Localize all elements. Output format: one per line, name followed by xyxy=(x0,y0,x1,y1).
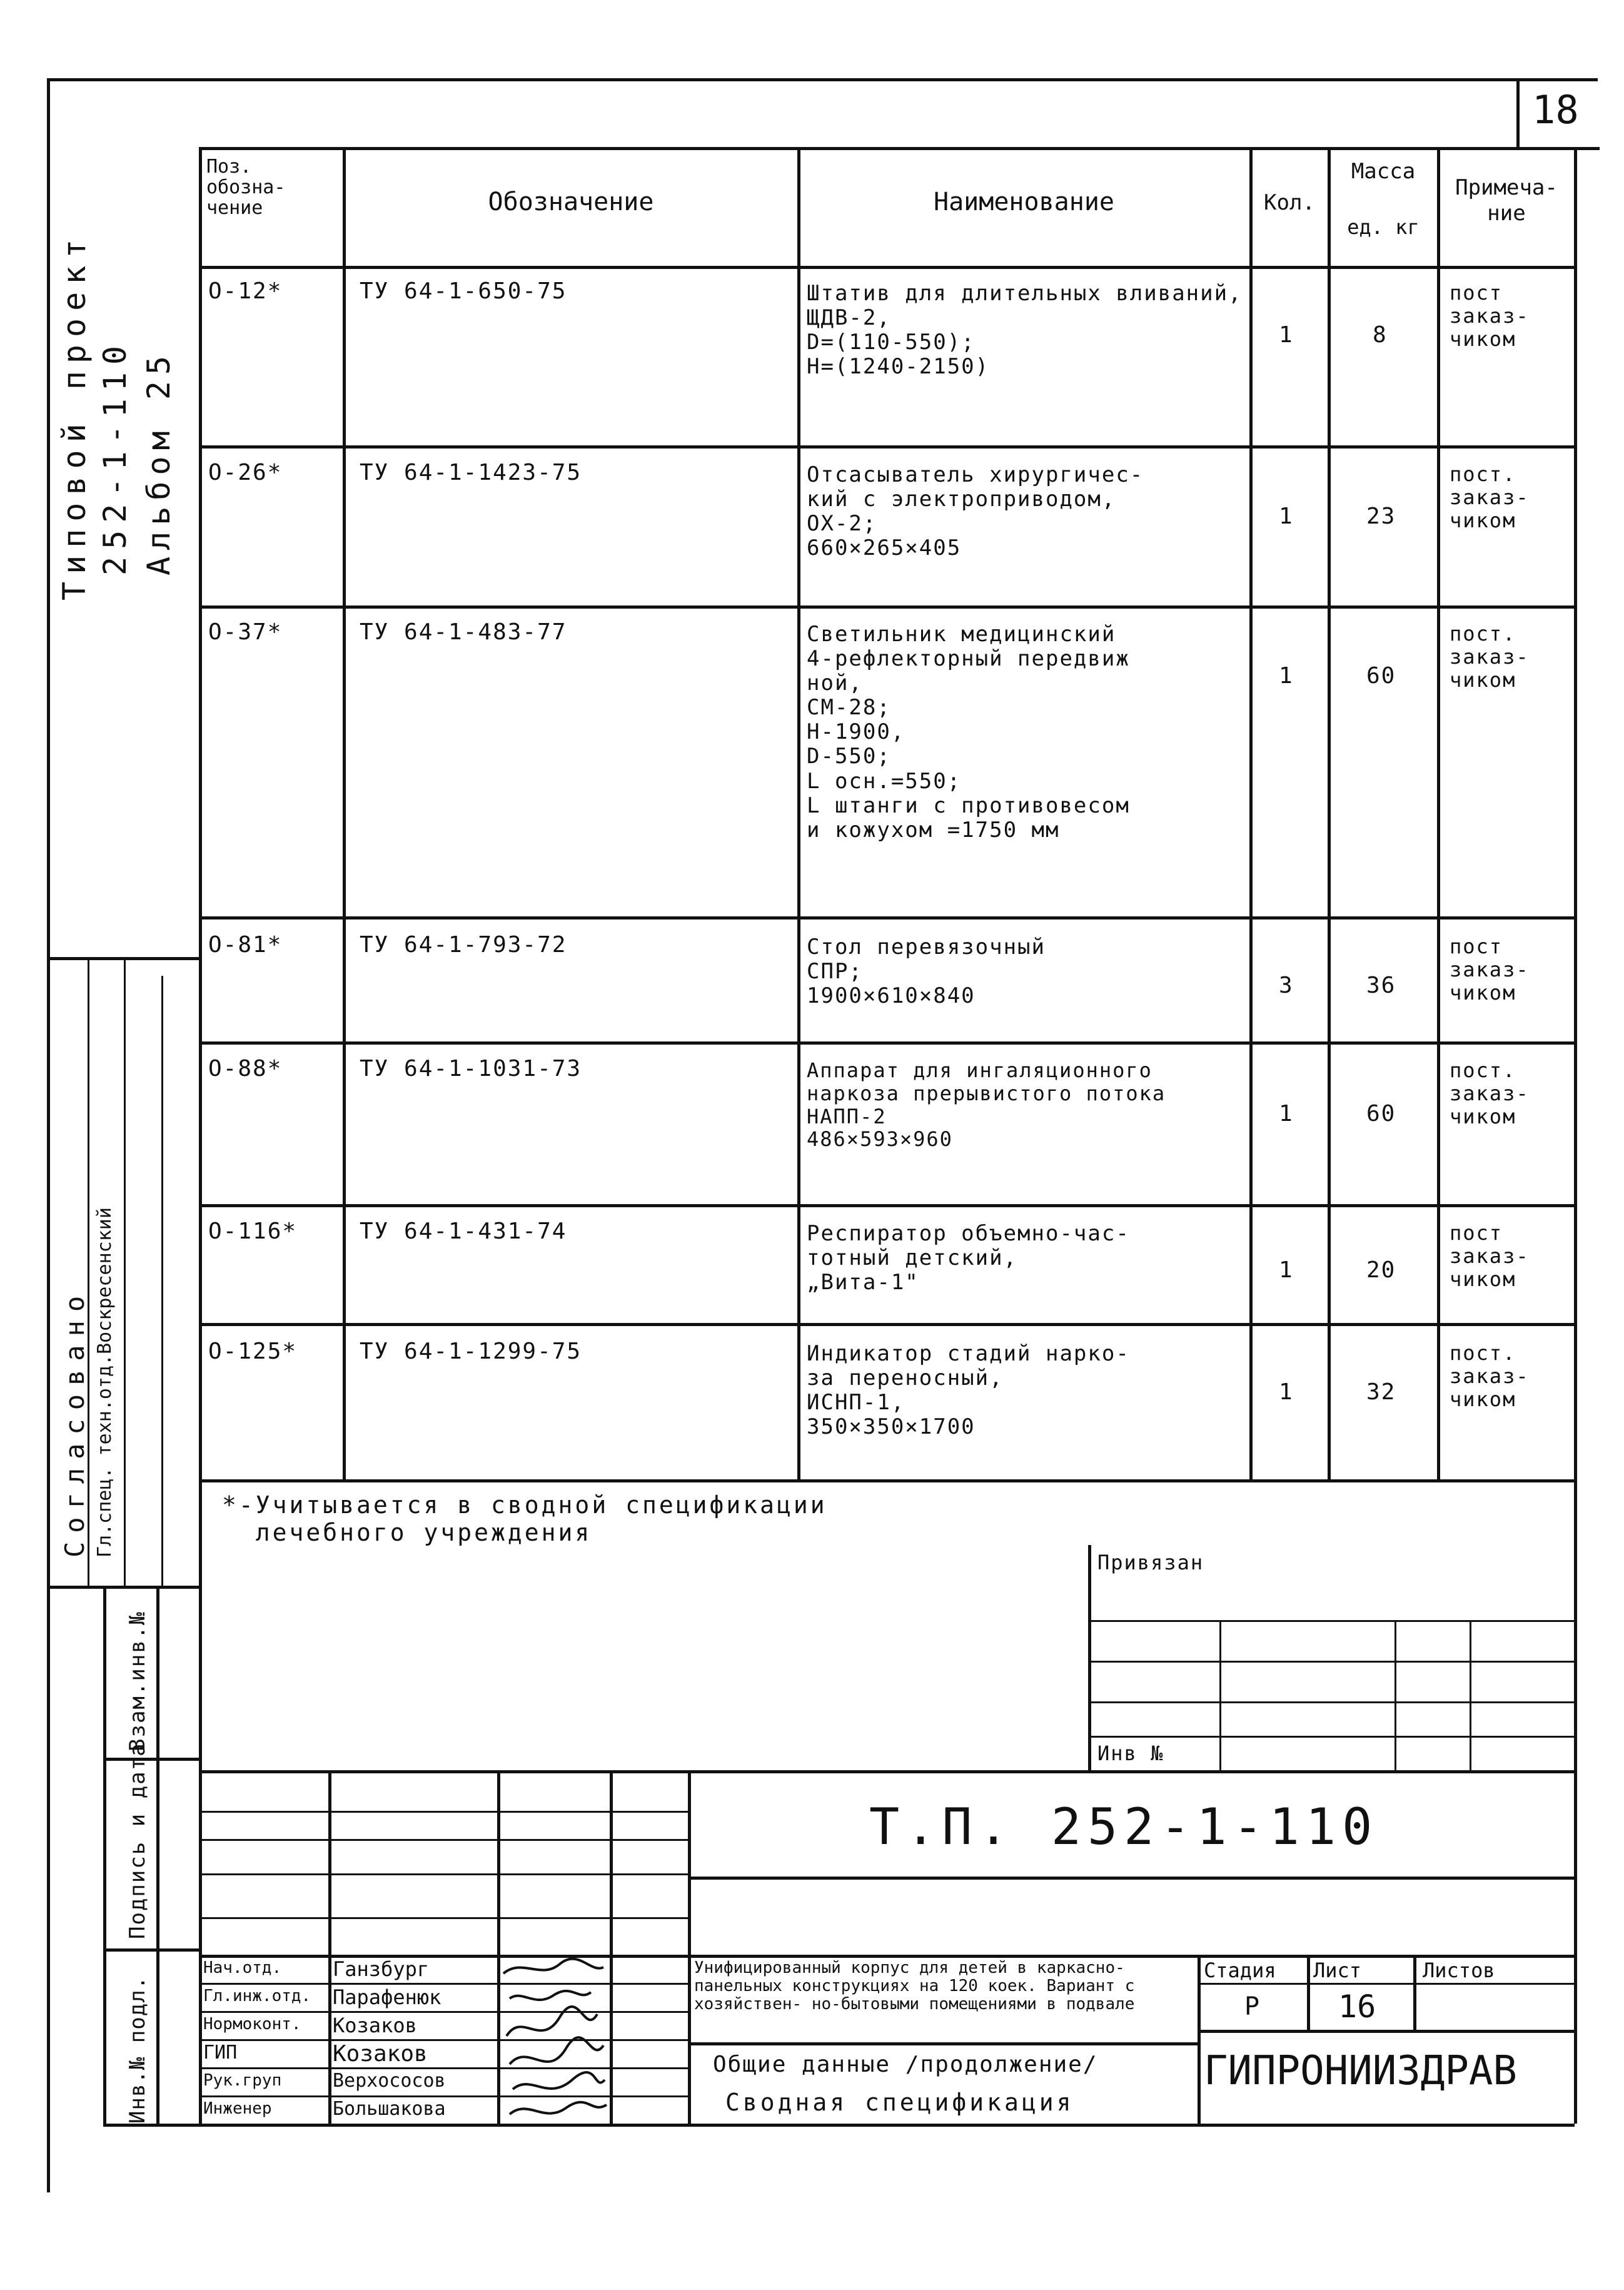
col-line-1 xyxy=(343,147,346,1479)
tb-stage-right xyxy=(1307,1955,1310,2030)
header-designation: Обозначение xyxy=(488,188,654,216)
staff-5-role: Инженер xyxy=(203,2099,272,2118)
stamp-gl-spec: Гл.спец. техн.отд.Воскресенский xyxy=(94,1207,116,1558)
stamp-vzam-inv: Взам.инв.№ xyxy=(125,1611,150,1751)
staff-2-role: Нормоконт. xyxy=(203,2015,301,2034)
row-4-designation: ТУ 64-1-1031-73 xyxy=(360,1056,582,1082)
sheet-box-left xyxy=(1516,78,1520,147)
stamp-podpis-data: Подпись и дата xyxy=(125,1742,150,1939)
privyazan-col-3 xyxy=(1470,1620,1471,1770)
row-2-mass: 60 xyxy=(1366,663,1396,689)
tb-staff-row-1 xyxy=(199,1983,688,1985)
row-4-pos: О-88* xyxy=(208,1056,283,1082)
row-5-mass: 20 xyxy=(1366,1257,1396,1283)
row-2-pos: О-37* xyxy=(208,619,283,645)
title-block-bottom xyxy=(199,2124,1575,2127)
sheets-label: Листов xyxy=(1423,1958,1495,1982)
header-mass-bottom: ед. кг xyxy=(1347,215,1420,239)
side-title-line1: Типовой проект xyxy=(56,231,93,600)
privyazan-row-1 xyxy=(1088,1620,1575,1622)
left-stamp-col-2 xyxy=(124,957,126,1586)
header-name: Наименование xyxy=(934,188,1114,216)
row-line-6 xyxy=(199,1323,1575,1326)
tb-col-name xyxy=(328,1770,331,2127)
row-2-designation: ТУ 64-1-483-77 xyxy=(360,619,567,645)
row-2-qty: 1 xyxy=(1279,663,1294,689)
row-2-note: пост. заказ- чиком xyxy=(1450,622,1530,692)
stage-label: Стадия xyxy=(1204,1958,1276,1982)
table-right-line xyxy=(1574,147,1577,2124)
row-0-name: Штатив для длительных вливаний, ЩДВ-2, D=(110-550); Н=(1240-2150) xyxy=(807,281,1243,380)
header-note: Примеча- ние xyxy=(1455,175,1558,226)
tb-col-date xyxy=(610,1770,613,2127)
staff-3-role: ГИП xyxy=(203,2042,238,2064)
privyazan-row-2 xyxy=(1088,1661,1575,1663)
row-3-note: пост заказ- чиком xyxy=(1450,935,1530,1005)
row-line-4 xyxy=(199,1041,1575,1045)
row-4-mass: 60 xyxy=(1366,1101,1396,1127)
row-1-mass: 23 xyxy=(1366,504,1396,529)
row-line-2 xyxy=(199,605,1575,609)
row-4-qty: 1 xyxy=(1279,1101,1294,1127)
row-5-name: Респиратор объемно-час- тотный детский, „Вита-1" xyxy=(807,1221,1130,1295)
row-5-pos: О-116* xyxy=(208,1218,298,1244)
staff-3-name: Козаков xyxy=(333,2041,428,2067)
stamp-soglasovano: Согласовано xyxy=(59,1287,90,1558)
staff-4-name: Верхососов xyxy=(333,2070,446,2092)
row-0-qty: 1 xyxy=(1279,322,1294,348)
tb-sheet-right xyxy=(1413,1955,1416,2030)
row-5-qty: 1 xyxy=(1279,1257,1294,1283)
inv-no-label: Инв № xyxy=(1097,1741,1164,1765)
row-0-note: пост заказ- чиком xyxy=(1450,281,1530,351)
table-left-line xyxy=(199,147,202,2124)
row-4-name: Аппарат для ингаляционного наркоза прерывистого потока НАПП-2 486×593×960 xyxy=(807,1058,1166,1152)
side-title-line3: Альбом 25 xyxy=(141,350,177,575)
row-3-pos: О-81* xyxy=(208,932,283,958)
row-1-note: пост. заказ- чиком xyxy=(1450,462,1530,532)
staff-0-name: Ганзбург xyxy=(333,1957,430,1981)
row-6-mass: 32 xyxy=(1366,1379,1396,1405)
col-line-5 xyxy=(1437,147,1440,1479)
row-line-header xyxy=(199,266,1575,269)
staff-1-role: Гл.инж.отд. xyxy=(203,1987,311,2005)
tb-staff-row-4 xyxy=(199,2067,688,2069)
frame-left-line xyxy=(47,78,50,2192)
row-line-3 xyxy=(199,916,1575,920)
left-stamp-bottom-col xyxy=(103,1586,106,2124)
row-1-qty: 1 xyxy=(1279,504,1294,529)
tb-stage-row xyxy=(1198,1983,1575,1985)
title-block-mid xyxy=(688,1877,1575,1880)
sheet-number: 18 xyxy=(1532,87,1579,133)
tb-staff-row-2 xyxy=(199,2011,688,2013)
privyazan-row-4 xyxy=(1088,1736,1575,1738)
left-stamp-bottom xyxy=(103,2124,199,2127)
row-2-name: Светильник медицинский 4-рефлекторный передвиж ной, СМ-28; Н-1900, D-550; L осн.=550; L штанги с противовесом и кожухом =1750 мм xyxy=(807,622,1130,843)
title-block-top xyxy=(199,1770,1575,1773)
left-stamp-divider-1 xyxy=(47,1586,199,1589)
project-code: Т.П. 252-1-110 xyxy=(869,1798,1379,1856)
row-6-note: пост. заказ- чиком xyxy=(1450,1341,1530,1411)
row-line-7 xyxy=(199,1479,1575,1482)
row-3-designation: ТУ 64-1-793-72 xyxy=(360,932,567,958)
left-stamp-bottom-col-2 xyxy=(156,1586,159,2124)
staff-5-name: Большакова xyxy=(333,2098,446,2120)
privyazan-col-2 xyxy=(1395,1620,1396,1770)
sheet-title-1: Общие данные /продолжение/ xyxy=(713,2052,1098,2077)
tb-org-top xyxy=(1198,2030,1575,2033)
tb-staff-row-5 xyxy=(199,2095,688,2097)
tb-empty-row-2 xyxy=(199,1839,688,1841)
side-title-line2: 252-1-110 xyxy=(97,338,133,575)
title-block-left-divider xyxy=(688,1770,691,2127)
row-1-designation: ТУ 64-1-1423-75 xyxy=(360,460,582,485)
row-0-pos: О-12* xyxy=(208,278,283,304)
col-line-4 xyxy=(1328,147,1331,1479)
tb-desc-right xyxy=(1198,1955,1201,2124)
left-stamp-top xyxy=(47,957,199,960)
tb-empty-row-3 xyxy=(199,1873,688,1875)
row-5-designation: ТУ 64-1-431-74 xyxy=(360,1218,567,1244)
project-description: Унифицированный корпус для детей в каркасно-панельных конструкциях на 120 коек. Вариант с хозяйствен- но-бытовыми помещениями в подвале xyxy=(694,1958,1135,2014)
header-qty: Кол. xyxy=(1264,190,1315,215)
staff-4-role: Рук.груп xyxy=(203,2071,282,2090)
row-3-name: Стол перевязочный СПР; 1900×610×840 xyxy=(807,935,1046,1009)
row-6-qty: 1 xyxy=(1279,1379,1294,1405)
signature-scribbles xyxy=(497,1955,610,2124)
header-pos: Поз. обозна- чение xyxy=(206,156,286,219)
row-1-pos: О-26* xyxy=(208,460,283,485)
left-stamp-divider-2 xyxy=(103,1758,199,1761)
sheet-value: 16 xyxy=(1338,1989,1376,2025)
privyazan-row-3 xyxy=(1088,1701,1575,1703)
footnote: *-Учитывается в сводной спецификации лечебного учреждения xyxy=(222,1491,827,1546)
left-stamp-col-3 xyxy=(161,976,163,1586)
sheet-label: Лист xyxy=(1313,1958,1362,1982)
stage-value: Р xyxy=(1244,1992,1260,2021)
staff-1-name: Парафенюк xyxy=(333,1985,441,2009)
privyazan-col-1 xyxy=(1219,1620,1221,1770)
row-3-mass: 36 xyxy=(1366,973,1396,998)
row-line-5 xyxy=(199,1204,1575,1207)
frame-top-line xyxy=(47,78,1598,81)
row-4-note: пост. заказ- чиком xyxy=(1450,1058,1530,1128)
sheet-title-2: Сводная спецификация xyxy=(725,2089,1074,2116)
row-6-designation: ТУ 64-1-1299-75 xyxy=(360,1339,582,1364)
row-5-note: пост заказ- чиком xyxy=(1450,1221,1530,1291)
row-0-mass: 8 xyxy=(1373,322,1388,348)
col-line-2 xyxy=(797,147,800,1479)
tb-staff-row-3 xyxy=(199,2039,688,2041)
row-1-name: Отсасыватель хирургичес- кий с электроприводом, ОХ-2; 660×265×405 xyxy=(807,462,1144,561)
row-0-designation: ТУ 64-1-650-75 xyxy=(360,278,567,304)
organization-name: ГИПРОНИИЗДРАВ xyxy=(1204,2048,1517,2094)
row-6-name: Индикатор стадий нарко- за переносный, ИСНП-1, 350×350×1700 xyxy=(807,1341,1130,1440)
row-line-1 xyxy=(199,445,1575,448)
table-top-line xyxy=(199,147,1600,150)
row-6-pos: О-125* xyxy=(208,1339,298,1364)
tb-desc-bottom xyxy=(688,2042,1198,2045)
header-mass-top: Масса xyxy=(1351,159,1416,184)
tb-empty-row-1 xyxy=(199,1811,688,1813)
tb-empty-row-4 xyxy=(199,1917,688,1919)
staff-2-name: Козаков xyxy=(333,2014,417,2037)
left-stamp-divider-3 xyxy=(103,1948,199,1952)
staff-0-role: Нач.отд. xyxy=(203,1958,282,1977)
stamp-inv-podl: Инв.№ подл. xyxy=(125,1975,150,2124)
col-line-3 xyxy=(1249,147,1253,1479)
privyazan-label: Привязан xyxy=(1097,1551,1204,1574)
row-3-qty: 3 xyxy=(1279,973,1294,998)
